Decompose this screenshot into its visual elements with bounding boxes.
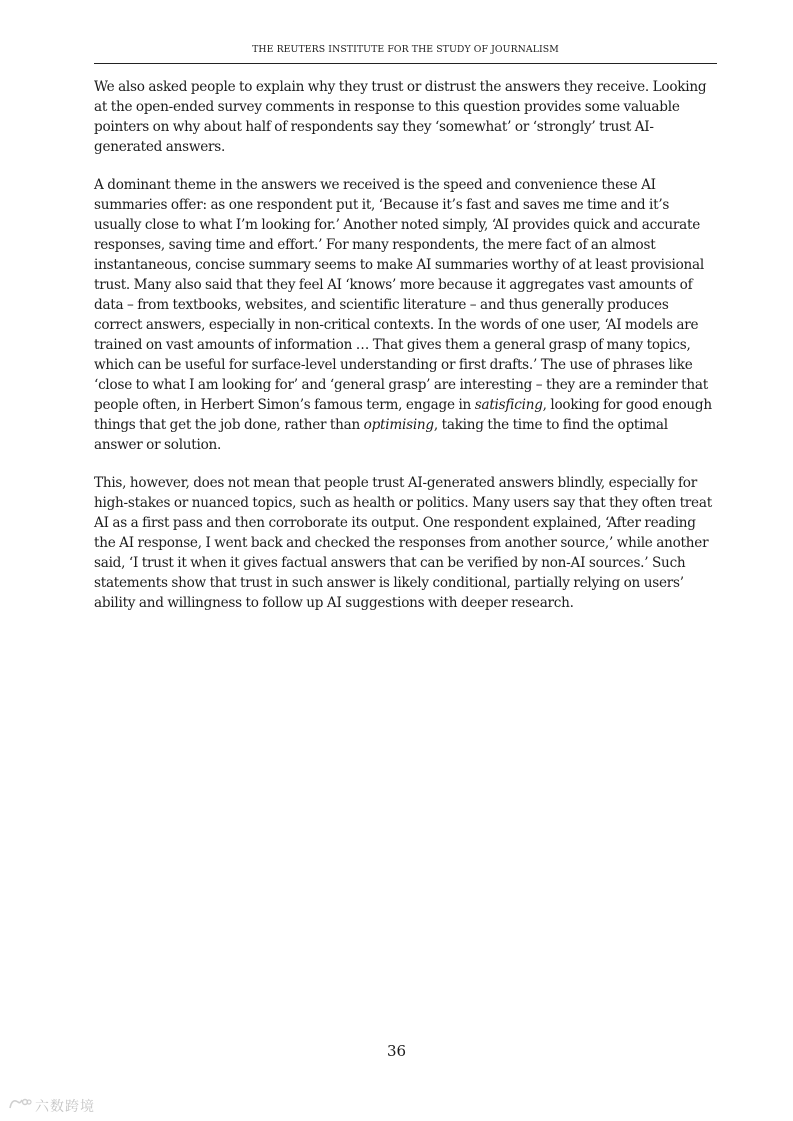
watermark-logo-icon xyxy=(8,1096,32,1116)
watermark-text: 六数跨境 xyxy=(35,1099,95,1115)
italic-term-satisficing: satisficing xyxy=(474,397,543,413)
paragraph-1-text: We also asked people to explain why they trust or distrust the answers they receive. Looking at the open-ended survey comments in response to this question provides some valuable pointers on why about half of respondents say they ‘somewhat’ or ‘strongly’ trust AI-generated answers. xyxy=(94,79,707,155)
body-text xyxy=(94,77,717,631)
page-number: 36 xyxy=(386,1042,407,1060)
watermark xyxy=(8,1096,95,1116)
paragraph-2-text: A dominant theme in the answers we received is the speed and convenience these AI summaries offer: as one respondent put it, ‘Because it’s fast and saves me time and it’s usually close to what I’m looking for.’ Another noted simply, ‘AI provides quick and accurate responses, saving time and effort.’ For many respondents, the mere fact of an almost instantaneous, concise summary seems to make AI summaries worthy of at least provisional trust. Many also said that they feel AI ‘knows’ more because it aggregates vast amounts of data – from textbooks, websites, and scientific literature – and thus generally produces correct answers, especially in non-critical contexts. In the words of one user, ‘AI models are trained on vast amounts of information … That gives them a general grasp of many topics, which can be useful for surface-level understanding or first drafts.’ The use of phrases like ‘close to what I am looking for’ and ‘general grasp’ are interesting – they are a reminder that people often, in Herbert Simon’s famous term, engage in xyxy=(94,177,708,413)
paragraph-2 xyxy=(94,175,717,455)
paragraph-3 xyxy=(94,473,717,613)
paragraph-2-text-end: , taking the time to find the optimal answer or solution. xyxy=(94,417,668,453)
paragraph-1 xyxy=(94,77,717,157)
running-header: THE REUTERS INSTITUTE FOR THE STUDY OF JOURNALISM xyxy=(252,44,559,55)
paragraph-3-text: This, however, does not mean that people trust AI-generated answers blindly, especially for high-stakes or nuanced topics, such as health or politics. Many users say that they often treat AI as a first pass and then corroborate its output. One respondent explained, ‘After reading the AI response, I went back and checked the responses from another source,’ while another said, ‘I trust it when it gives factual answers that can be verified by non-AI sources.’ Such statements show that trust in such answer is likely conditional, partially relying on users’ ability and willingness to follow up AI suggestions with deeper research. xyxy=(94,475,712,611)
header-divider xyxy=(94,63,717,64)
italic-term-optimising: optimising xyxy=(363,417,434,433)
paragraph-2-text-continued: , looking for good enough things that get the job done, rather than xyxy=(94,397,712,433)
